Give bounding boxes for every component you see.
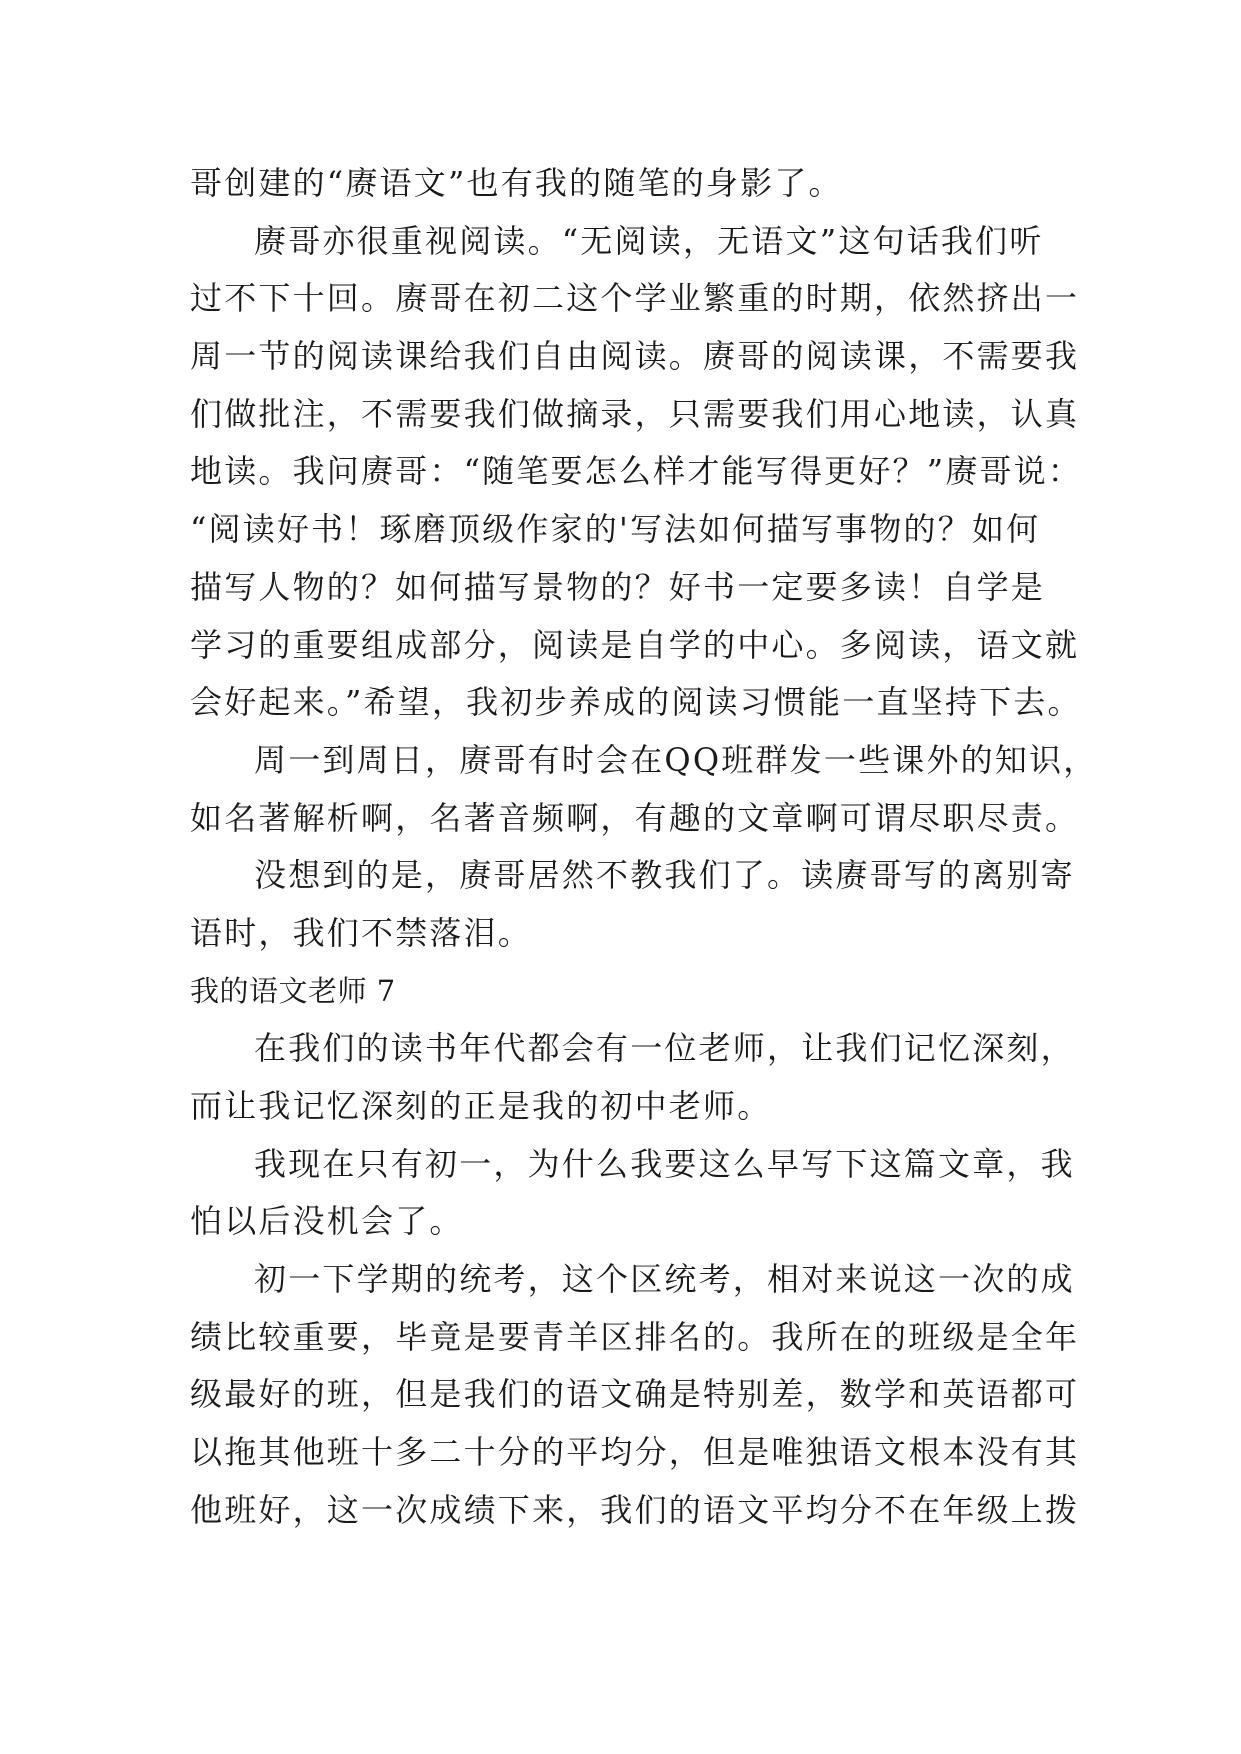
- text-line: 会好起来。”希望，我初步养成的阅读习惯能一直坚持下去。: [190, 683, 1082, 722]
- text-line: 描写人物的？如何描写景物的？好书一定要多读！自学是: [190, 567, 1046, 606]
- text-line: 地读。我问赓哥：“随笔要怎么样才能写得更好？”赓哥说：: [190, 452, 1083, 491]
- paragraph-start-line: 我现在只有初一，为什么我要这么早写下这篇文章，我: [254, 1144, 1075, 1183]
- text-line: 哥创建的“赓语文”也有我的随笔的身影了。: [190, 164, 843, 202]
- text-line: 而让我记忆深刻的正是我的初中老师。: [190, 1087, 772, 1125]
- text-line: 语时，我们不禁落泪。: [190, 913, 533, 952]
- text-line: “阅读好书！琢磨顶级作家的'写法如何描写事物的？如何: [190, 510, 1041, 549]
- text-line: 学习的重要组成部分，阅读是自学的中心。多阅读，语文就: [190, 625, 1080, 664]
- text-line: 过不下十回。赓哥在初二这个学业繁重的时期，依然挤出一: [190, 279, 1080, 318]
- text-line: 绩比较重要，毕竟是要青羊区排名的。我所在的班级是全年: [190, 1317, 1080, 1356]
- document-body: [190, 155, 1100, 1540]
- section-heading: 我的语文老师 7: [190, 973, 396, 1008]
- text-line: 他班好，这一次成绩下来，我们的语文平均分不在年级上拨: [190, 1490, 1080, 1529]
- text-line: 们做批注，不需要我们做摘录，只需要我们用心地读，认真: [190, 394, 1080, 433]
- paragraph-start-line: 在我们的读书年代都会有一位老师，让我们记忆深刻，: [254, 1029, 1075, 1068]
- text-line: 怕以后没机会了。: [190, 1202, 464, 1241]
- paragraph-start-line: 周一到周日，赓哥有时会在QQ班群发一些课外的知识，: [254, 740, 1098, 779]
- text-line: 周一节的阅读课给我们自由阅读。赓哥的阅读课，不需要我: [190, 337, 1080, 376]
- paragraph-start-line: 赓哥亦很重视阅读。“无阅读，无语文”这句话我们听: [254, 221, 1044, 260]
- text-line: 以拖其他班十多二十分的平均分，但是唯独语文根本没有其: [190, 1433, 1080, 1472]
- text-line: 级最好的班，但是我们的语文确是特别差，数学和英语都可: [190, 1375, 1080, 1414]
- paragraph-start-line: 初一下学期的统考，这个区统考，相对来说这一次的成: [254, 1260, 1075, 1299]
- text-line: 如名著解析啊，名著音频啊，有趣的文章啊可谓尽职尽责。: [190, 798, 1080, 837]
- paragraph-start-line: 没想到的是，赓哥居然不教我们了。读赓哥写的离别寄: [254, 856, 1075, 895]
